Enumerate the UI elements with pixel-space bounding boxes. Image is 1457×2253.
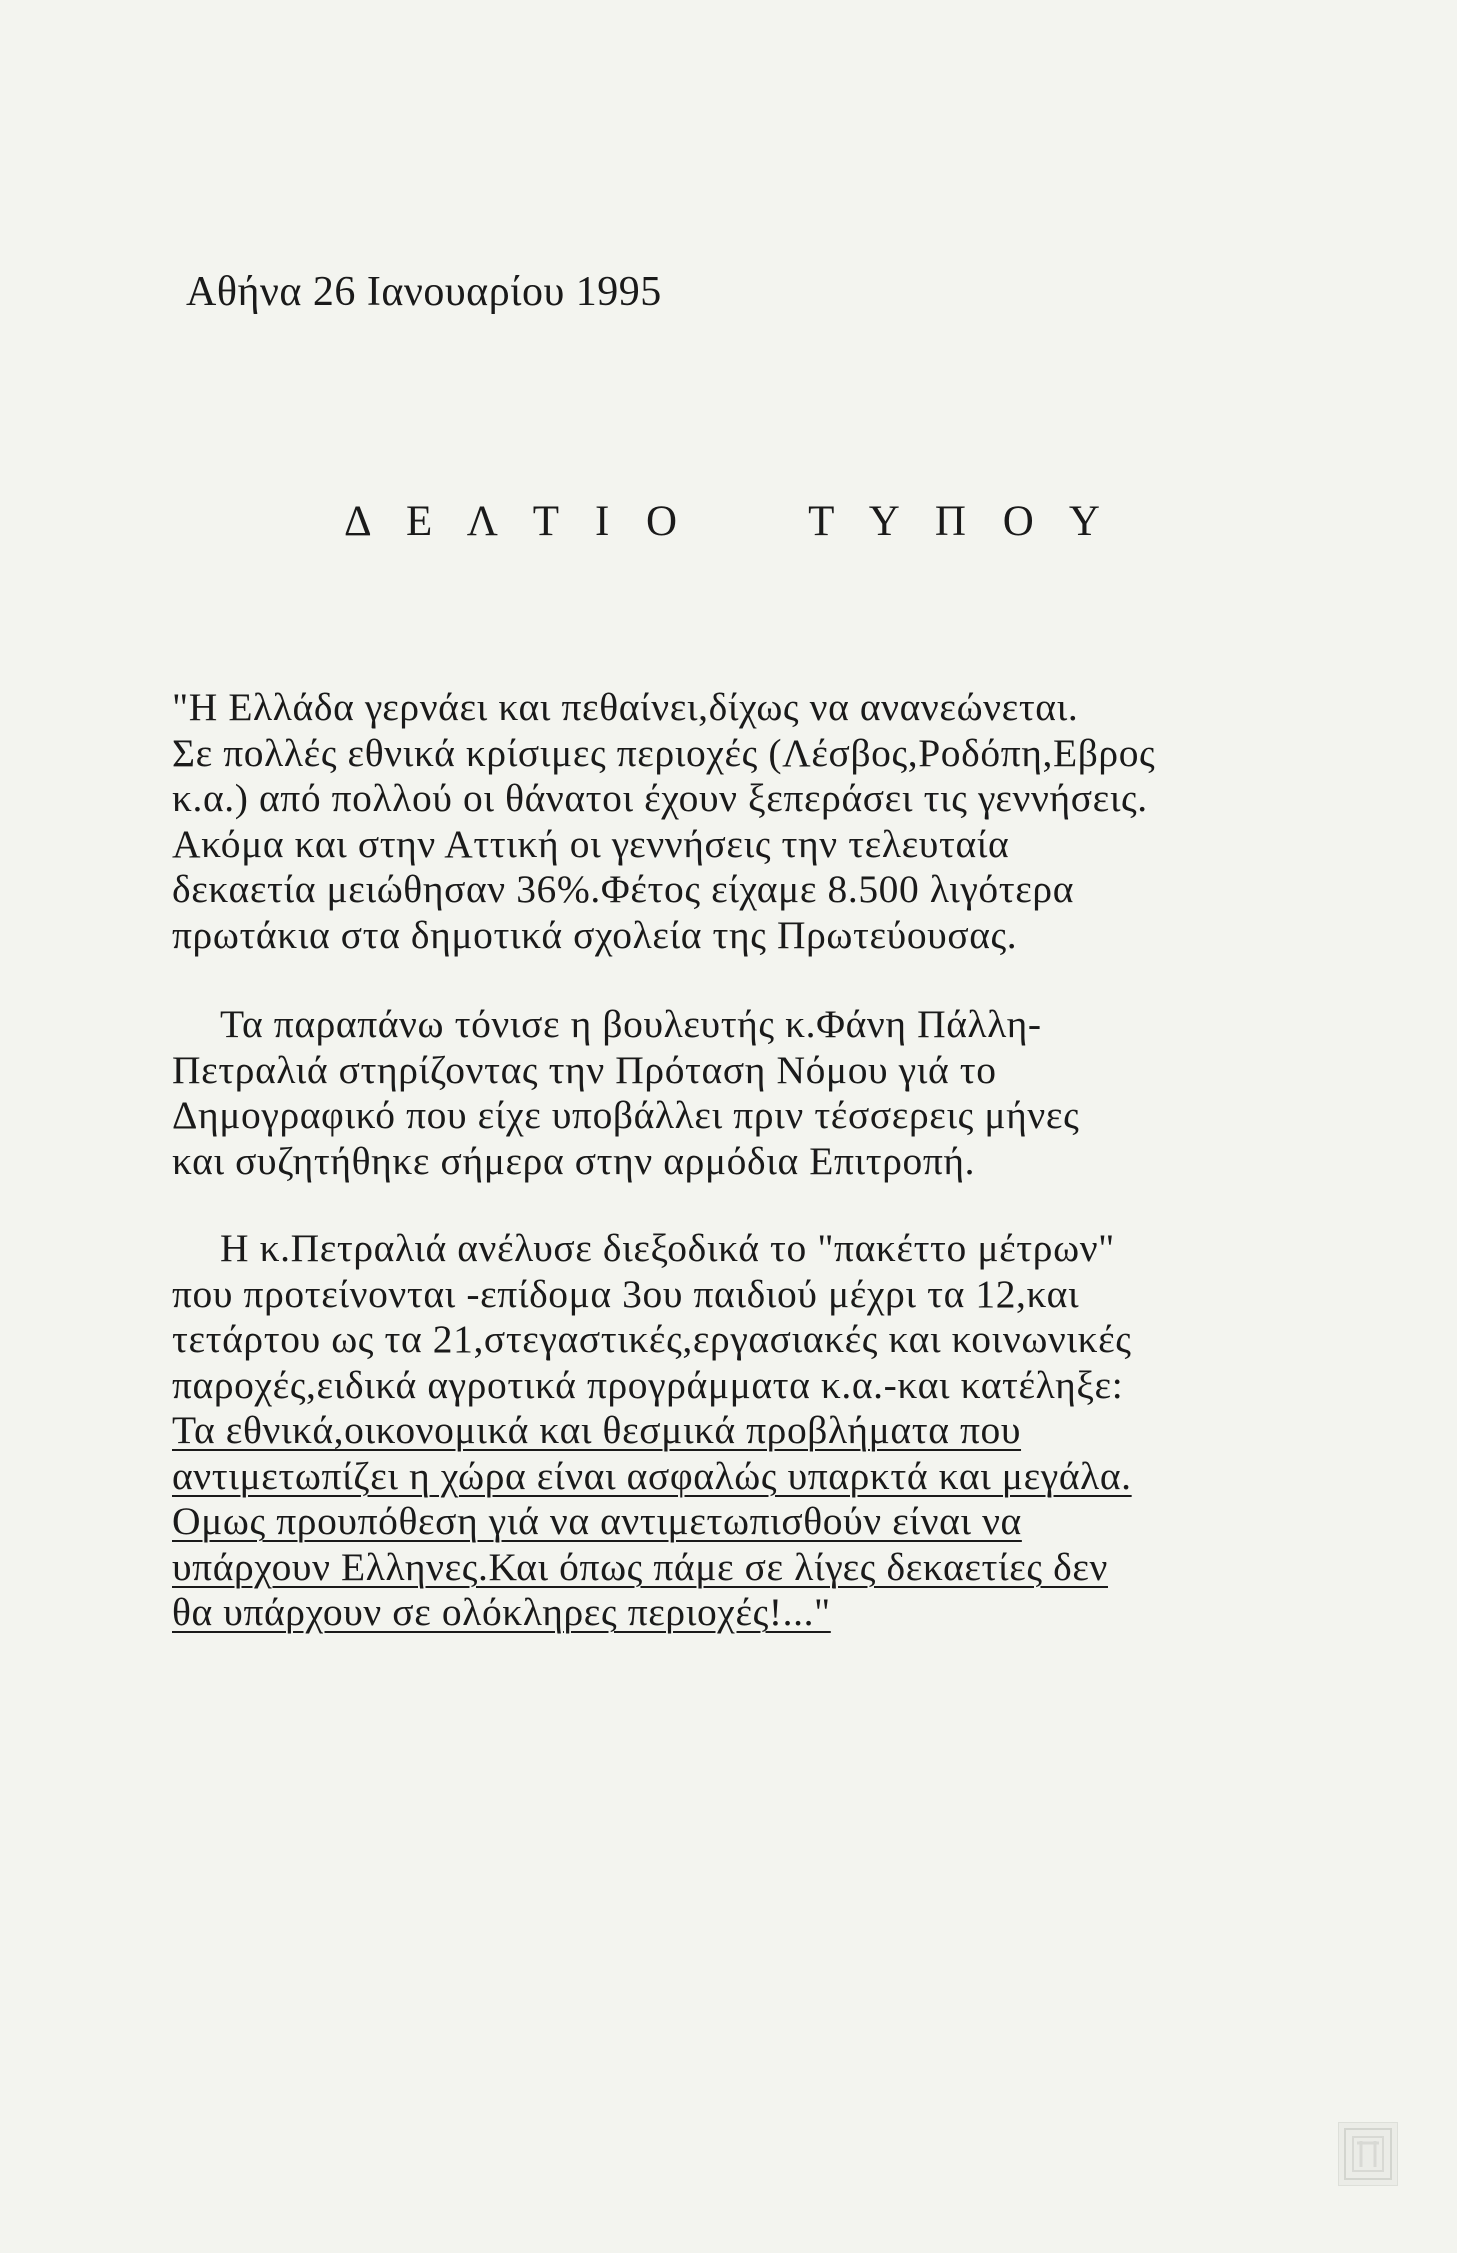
underlined-quote-line: υπάρχουν Ελληνες.Και όπως πάμε σε λίγες δεκαετίες δεν <box>172 1544 1108 1589</box>
text-line: "Η Ελλάδα γερνάει και πεθαίνει,δίχως να ανανεώνεται. <box>172 685 1079 729</box>
document-title: Δ Ε Λ Τ Ι Ο Τ Υ Π Ο Υ <box>344 498 1113 545</box>
underlined-quote-line: Τα εθνικά,οικονομικά και θεσμικά προβλήματα που <box>172 1408 1022 1452</box>
text-line: Πετραλιά στηρίζοντας την Πρόταση Νόμου γιά το <box>172 1047 997 1092</box>
text-line: Ακόμα και στην Αττική οι γεννήσεις την τελευταία <box>172 821 1010 866</box>
text-line: τετάρτου ως τα 21,στεγαστικές,εργασιακές και κοινωνικές <box>172 1317 1132 1361</box>
text-line: Δημογραφικό που είχε υποβάλλει πριν τέσσερεις μήνες <box>172 1093 1080 1137</box>
text-line: δεκαετία μειώθησαν 36%.Φέτος είχαμε 8.500 λιγότερα <box>172 867 1075 911</box>
paragraph-conclusion <box>172 1226 1352 1636</box>
underlined-quote-line: θα υπάρχουν σε ολόκληρες περιοχές!..." <box>172 1590 831 1634</box>
underlined-quote-line: αντιμετωπίζει η χώρα είναι ασφαλώς υπαρκτά και μεγάλα. <box>172 1453 1132 1498</box>
text-line: κ.α.) από πολλού οι θάνατοι έχουν ξεπεράσει τις γεννήσεις. <box>172 776 1148 820</box>
archive-stamp-icon <box>1338 2122 1398 2186</box>
document-date: Αθήνα 26 Ιανουαρίου 1995 <box>186 269 662 315</box>
paragraph-statement <box>172 1002 1352 1184</box>
text-line: πρωτάκια στα δημοτικά σχολεία της Πρωτεύουσας. <box>172 912 1018 957</box>
text-line: που προτείνονται -επίδομα 3ου παιδιού μέχρι τα 12,και <box>172 1271 1080 1316</box>
text-line: Η κ.Πετραλιά ανέλυσε διεξοδικά το "πακέττο μέτρων" <box>220 1226 1115 1270</box>
underlined-quote-line: Ομως προυπόθεση γιά να αντιμετωπισθούν είναι να <box>172 1499 1022 1543</box>
text-line: παροχές,ειδικά αγροτικά προγράμματα κ.α.-και κατέληξε: <box>172 1362 1124 1407</box>
text-line: Σε πολλές εθνικά κρίσιμες περιοχές (Λέσβος,Ροδόπη,Εβρος <box>172 730 1156 775</box>
paragraph-intro <box>172 685 1352 958</box>
text-line: και συζητήθηκε σήμερα στην αρμόδια Επιτροπή. <box>172 1138 976 1183</box>
text-line: Τα παραπάνω τόνισε η βουλευτής κ.Φάνη Πάλλη- <box>220 1002 1042 1046</box>
